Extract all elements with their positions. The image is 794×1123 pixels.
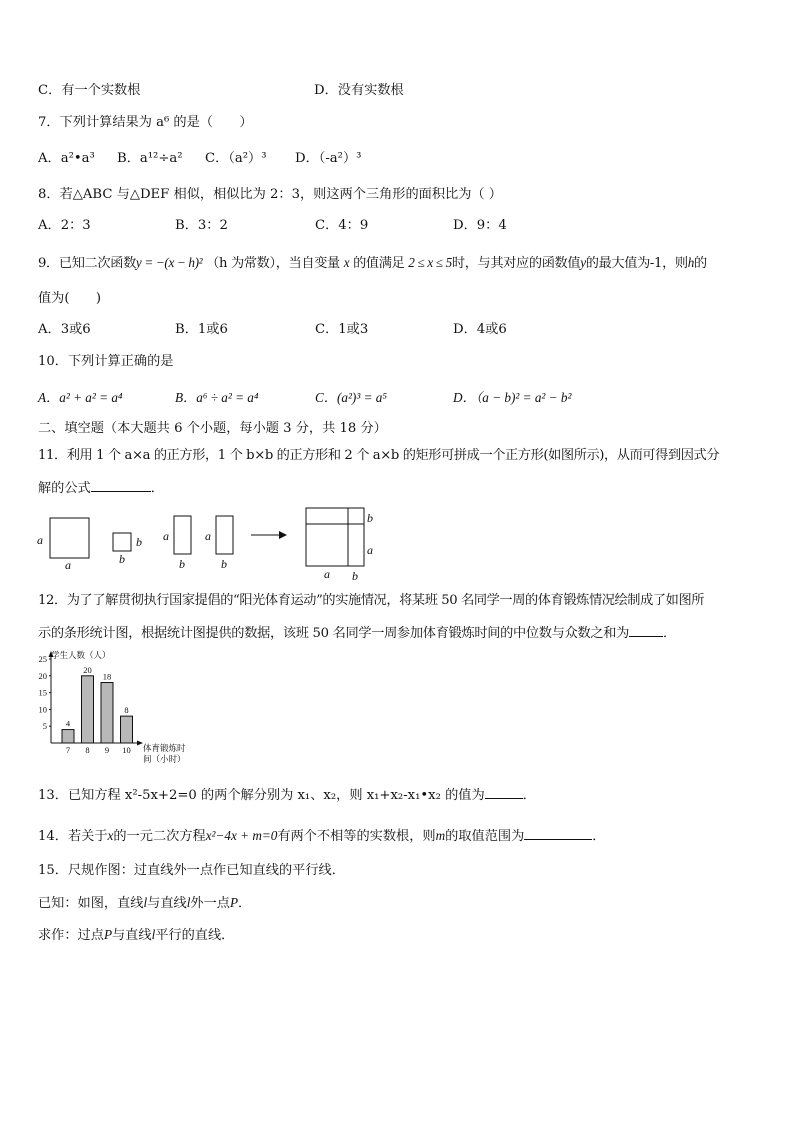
label-b-3: b xyxy=(179,557,185,571)
q15-var-l-1: l xyxy=(143,895,148,910)
y-tick-label-15: 15 xyxy=(38,687,47,698)
q6-option-d-wrap xyxy=(314,82,404,100)
q10-option-a: A．a² + a² = a⁴ xyxy=(38,390,123,405)
x-tick-label-10: 10 xyxy=(122,745,131,755)
q15-text-g: 平行的直线． xyxy=(155,928,235,943)
section-2-heading: 二、填空题（本大题共 6 个小题，每小题 3 分，共 18 分） xyxy=(38,421,387,436)
q11-line1: 11．利用 1 个 a×a 的正方形，1 个 b×b 的正方形和 2 个 a×b 的矩形可拼成一个正方形(如图所示)，从而可得到因式分 xyxy=(38,448,720,463)
label-b-4: b xyxy=(221,557,227,571)
x-tick-label-7: 7 xyxy=(65,745,71,755)
q9-option-d: D．4或6 xyxy=(453,322,507,337)
y-tick-label-25: 25 xyxy=(38,654,47,664)
x-axis-label-line1: 体育锻炼时 xyxy=(143,743,186,753)
q9-option-a: A．3或6 xyxy=(38,322,91,337)
q15-text-a: 已知：如图，直线 xyxy=(38,896,144,911)
rect-ab-1 xyxy=(174,516,191,554)
label-a-4: a xyxy=(205,529,211,543)
q12-text: 示的条形统计图，根据统计图提供的数据，该班 50 名同学一周参加体育锻炼时间的中位数与众数之和为 xyxy=(38,626,630,641)
label-b-2: b xyxy=(119,552,125,566)
label-a-3: a xyxy=(163,529,169,543)
q12-line1: 12．为了了解贯彻执行国家提倡的“阳光体育运动”的实施情况，将某班 50 名同学一周的体育锻炼情况绘制成了如图所 xyxy=(38,593,705,608)
q9-var-y: y xyxy=(580,255,586,270)
y-tick-label-10: 10 xyxy=(38,704,47,715)
arrow-head xyxy=(279,531,287,539)
q8-option-c: C．4：9 xyxy=(315,218,369,233)
q8-option-b: B．3：2 xyxy=(175,218,228,233)
q15-text-b: 与直线 xyxy=(147,896,187,911)
q9-var-x: x xyxy=(343,255,350,270)
q8-stem: 8．若△ABC 与△DEF 相似，相似比为 2：3，则这两个三角形的面积比为（ ） xyxy=(38,187,502,202)
q9-option-b: B．1或6 xyxy=(175,322,228,337)
q11-line2 xyxy=(38,479,164,498)
x-axis-label-line2: 间（小时） xyxy=(143,754,186,764)
bar-8 xyxy=(82,676,94,743)
q6-option-c: C．有一个实数根 xyxy=(38,83,141,98)
x-tick-label-9: 9 xyxy=(104,745,110,755)
q15-text-f: 与直线 xyxy=(112,928,152,943)
q14-answer-blank xyxy=(524,827,592,840)
q10-option-d: D．（a − b)² = a² − b² xyxy=(453,390,572,405)
q11-answer-blank xyxy=(91,479,151,492)
q14-var-x: x xyxy=(107,828,114,843)
label-a-6: a xyxy=(324,567,330,581)
q15-var-p-2: P xyxy=(103,927,112,942)
square-b xyxy=(113,533,131,551)
q9-options xyxy=(38,321,507,339)
composite-square xyxy=(306,508,364,566)
q6-option-d: D．没有实数根 xyxy=(314,83,404,98)
q15-var-l-3: l xyxy=(151,927,156,942)
q9-stem xyxy=(38,254,707,273)
q12-line2 xyxy=(38,624,676,643)
q10-options xyxy=(38,389,571,408)
bar-value-7: 4 xyxy=(65,718,71,729)
bar-value-8: 20 xyxy=(83,664,92,675)
q12-end: ． xyxy=(663,626,676,641)
q7-stem: 7．下列计算结果为 a⁶ 的是（ ） xyxy=(38,115,253,130)
q14-text-b: 的一元二次方程 xyxy=(113,829,206,844)
bar-7 xyxy=(62,730,74,743)
label-b-5: b xyxy=(367,511,373,525)
q10-stem: 10．下列计算正确的是 xyxy=(38,354,174,369)
q7-options xyxy=(38,150,361,168)
q9-text-c: 的值满足 xyxy=(353,256,405,271)
q14-line xyxy=(38,827,605,846)
q9-text-f: 的 xyxy=(694,256,707,271)
q9-text-d: 时，与其对应的函数值 xyxy=(451,256,581,271)
q12-bar-chart xyxy=(32,648,202,770)
label-a-2: a xyxy=(65,558,71,572)
q13-end: ． xyxy=(522,788,536,803)
q8-option-a: A．2：3 xyxy=(38,218,91,233)
q14-var-m: m xyxy=(435,828,446,843)
q7-option-b: B．a¹²÷a² xyxy=(117,151,183,166)
bar-value-9: 18 xyxy=(102,671,112,682)
q15-text-e: 求作：过点 xyxy=(38,928,104,943)
q12-answer-blank xyxy=(629,624,663,637)
q9-option-c: C．1或3 xyxy=(315,322,369,337)
bar-value-10: 8 xyxy=(124,705,129,716)
q15-line1: 15．尺规作图：过直线外一点作已知直线的平行线． xyxy=(38,863,345,878)
q15-var-l-2: l xyxy=(186,895,191,910)
q14-end: ． xyxy=(592,829,606,844)
q9-stem-line2: 值为( ) xyxy=(38,291,102,306)
q11-end: ． xyxy=(150,481,164,496)
q6-options xyxy=(38,82,140,100)
q9-expression: y = −(x − h)² xyxy=(135,255,203,270)
q14-text-a: 14．若关于 xyxy=(38,829,108,844)
q8-options xyxy=(38,217,507,235)
q15-line3 xyxy=(38,926,234,945)
q15-text-c: 外一点 xyxy=(190,896,230,911)
bar-9 xyxy=(101,683,113,743)
q9-text-e: 的最大值为-1，则 xyxy=(585,256,688,271)
q14-expression: x²−4x + m=0 xyxy=(205,828,278,843)
bar-10 xyxy=(121,716,133,743)
x-tick-label-8: 8 xyxy=(85,745,90,755)
label-a-1: a xyxy=(37,533,43,547)
q9-var-h: h xyxy=(687,255,695,270)
q15-text-d: ． xyxy=(238,896,252,911)
y-tick-label-20: 20 xyxy=(38,670,47,681)
q11-figure xyxy=(30,502,390,584)
y-tick-label-5: 5 xyxy=(42,721,47,732)
q14-text-c: 有两个不相等的实数根，则 xyxy=(277,829,436,844)
rect-ab-2 xyxy=(216,516,233,554)
y-axis-label: 学生人数（人） xyxy=(51,650,111,660)
label-b-6: b xyxy=(352,569,358,583)
q11-text: 解的公式 xyxy=(38,481,91,496)
q9-range: 2 ≤ x ≤ 5 xyxy=(408,255,452,270)
q10-option-b: B．a⁶ ÷ a² = a⁴ xyxy=(175,390,259,405)
label-b-1: b xyxy=(136,535,142,549)
q9-text-a: 9．已知二次函数 xyxy=(38,256,136,271)
q15-var-p-1: P xyxy=(229,895,239,910)
q9-text-b: （h 为常数），当自变量 xyxy=(206,256,340,271)
q13-answer-blank xyxy=(485,786,523,799)
q7-option-d: D．（-a²）³ xyxy=(295,151,362,166)
q13-text: 13．已知方程 x²-5x+2=0 的两个解分别为 x₁、x₂，则 x₁+x₂-x₁•x₂ 的值为 xyxy=(38,788,485,803)
q10-option-c: C．(a²)³ = a⁵ xyxy=(315,390,387,405)
q13-line xyxy=(38,786,536,805)
q7-option-a: A．a²•a³ xyxy=(38,151,95,166)
q7-option-c: C．（a²）³ xyxy=(205,151,267,166)
square-a xyxy=(50,518,89,558)
q14-text-d: 的取值范围为 xyxy=(445,829,525,844)
q8-option-d: D．9：4 xyxy=(453,218,507,233)
label-a-5: a xyxy=(367,543,373,557)
q15-line2 xyxy=(38,894,251,913)
